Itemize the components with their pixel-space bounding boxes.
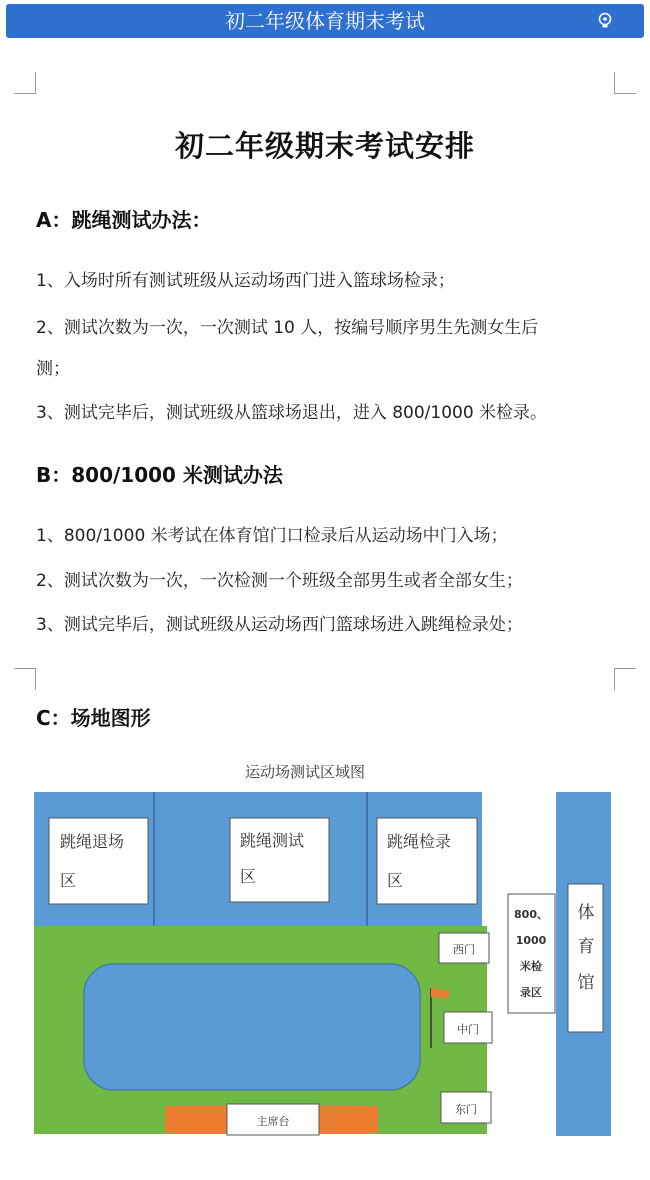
title-bar (6, 4, 644, 38)
gym-label: 育 (577, 937, 595, 957)
zone-rope-exit (49, 818, 148, 904)
section-b-item: 1、800/1000 米考试在体育馆门口检录后从运动场中门入场； (36, 526, 508, 546)
gate-east-label: 东门 (455, 1103, 477, 1116)
section-a-item: 3、测试完毕后，测试班级从篮球场退出，进入 800/1000 米检录。 (36, 403, 548, 423)
section-a-heading: A：跳绳测试办法： (36, 208, 212, 232)
zone-rope-test-label: 跳绳测试 (240, 831, 305, 850)
bulb-icon[interactable] (596, 12, 614, 30)
section-a-item: 测； (36, 359, 70, 379)
gym-label: 馆 (577, 973, 595, 993)
zone-rope-exit-label: 区 (60, 871, 77, 890)
section-a-item: 1、入场时所有测试班级从运动场西门进入篮球场检录； (36, 271, 455, 291)
section-b-item: 2、测试次数为一次，一次检测一个班级全部男生或者全部女生； (36, 571, 523, 591)
page-corner-mark (14, 72, 36, 94)
running-track (84, 964, 420, 1090)
zone-run-checkin-label: 1000 (515, 934, 547, 947)
gym-label: 体 (577, 903, 595, 923)
app-header (0, 0, 650, 44)
venue-diagram (0, 750, 650, 1150)
zone-run-checkin-label: 米检 (520, 960, 542, 973)
diagram-title: 运动场测试区域图 (244, 763, 366, 781)
page-corner-mark (614, 72, 636, 94)
zone-run-checkin-label: 录区 (520, 986, 542, 999)
zone-rope-checkin-label: 区 (387, 871, 404, 890)
section-c-heading: C：场地图形 (36, 706, 151, 730)
section-b-item: 3、测试完毕后，测试班级从运动场西门篮球场进入跳绳检录处； (36, 615, 523, 635)
window-title: 初二年级体育期末考试 (225, 9, 425, 33)
page-corner-mark (14, 668, 36, 690)
section-b-heading: B：800/1000 米测试办法 (36, 463, 283, 487)
zone-rope-exit-label: 跳绳退场 (60, 832, 125, 851)
venue-diagram-svg (0, 750, 650, 1150)
section-a-item: 2、测试次数为一次，一次测试 10 人，按编号顺序男生先测女生后 (36, 318, 539, 338)
zone-run-checkin-label: 800、 (514, 908, 548, 921)
gate-west-label: 西门 (453, 943, 475, 956)
zone-rope-checkin (377, 818, 477, 904)
page-corner-mark (614, 668, 636, 690)
stand-label: 主席台 (256, 1115, 290, 1128)
zone-rope-test-label: 区 (240, 867, 257, 886)
zone-rope-checkin-label: 跳绳检录 (387, 832, 452, 851)
document-title: 初二年级期末考试安排 (174, 129, 475, 163)
gate-middle-label: 中门 (457, 1023, 479, 1036)
